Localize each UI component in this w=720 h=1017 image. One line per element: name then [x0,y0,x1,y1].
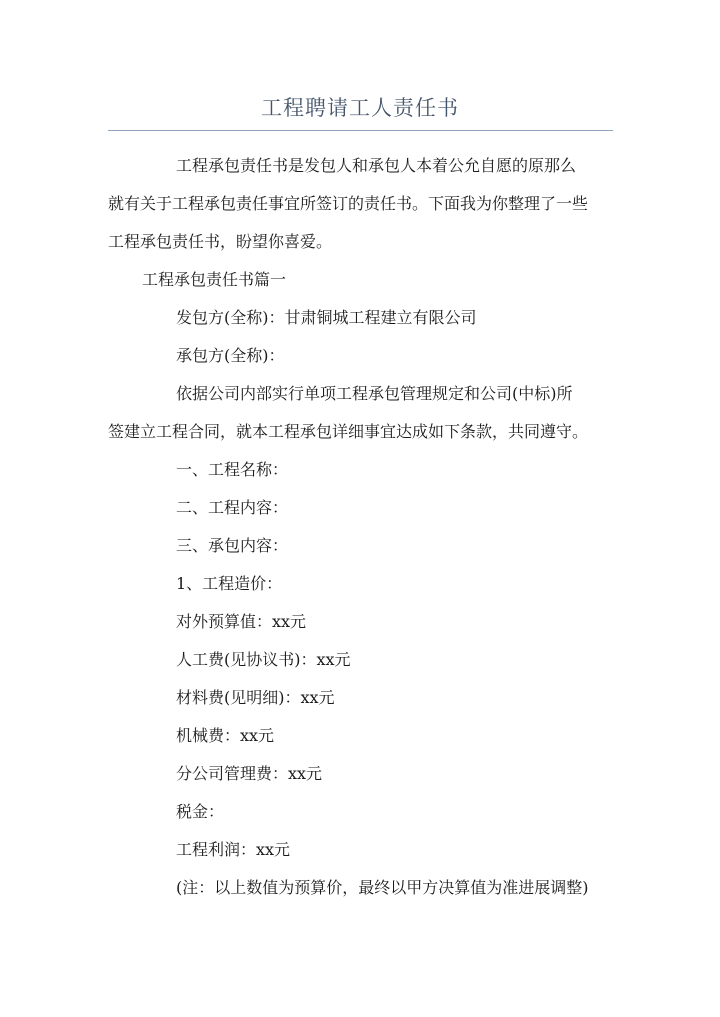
material-cost-line: 材料费(见明细)：xx元 [176,688,335,707]
basis-line-2: 签建立工程合同，就本工程承包详细事宜达成如下条款，共同遵守。 [108,422,589,441]
intro-line-2: 就有关于工程承包责任事宜所签订的责任书。下面我为你整理了一些 [108,194,589,213]
item-project-name: 一、工程名称： [176,460,289,479]
employer-line: 发包方(全称)：甘肃铜城工程建立有限公司 [176,308,477,327]
cost-heading: 1、工程造价： [176,574,283,593]
intro-line-3: 工程承包责任书，盼望你喜爱。 [108,232,333,251]
labor-cost-line: 人工费(见协议书)：xx元 [176,650,351,669]
branch-management-fee-line: 分公司管理费：xx元 [176,764,323,783]
item-project-content: 二、工程内容： [176,498,289,517]
section-heading: 工程承包责任书篇一 [142,270,287,289]
item-contract-content: 三、承包内容： [176,536,289,555]
document-title: 工程聘请工人责任书 [261,96,459,120]
budget-line: 对外预算值：xx元 [176,612,307,631]
note-line: (注：以上数值为预算价，最终以甲方决算值为准进展调整) [176,878,589,897]
intro-line-1: 工程承包责任书是发包人和承包人本着公允自愿的原那么 [176,156,577,175]
contractor-line: 承包方(全称)： [176,346,285,365]
tax-line: 税金： [176,802,225,821]
machinery-cost-line: 机械费：xx元 [176,726,275,745]
profit-line: 工程利润：xx元 [176,840,291,859]
title-divider [108,130,613,131]
basis-line-1: 依据公司内部实行单项工程承包管理规定和公司(中标)所 [176,384,573,403]
